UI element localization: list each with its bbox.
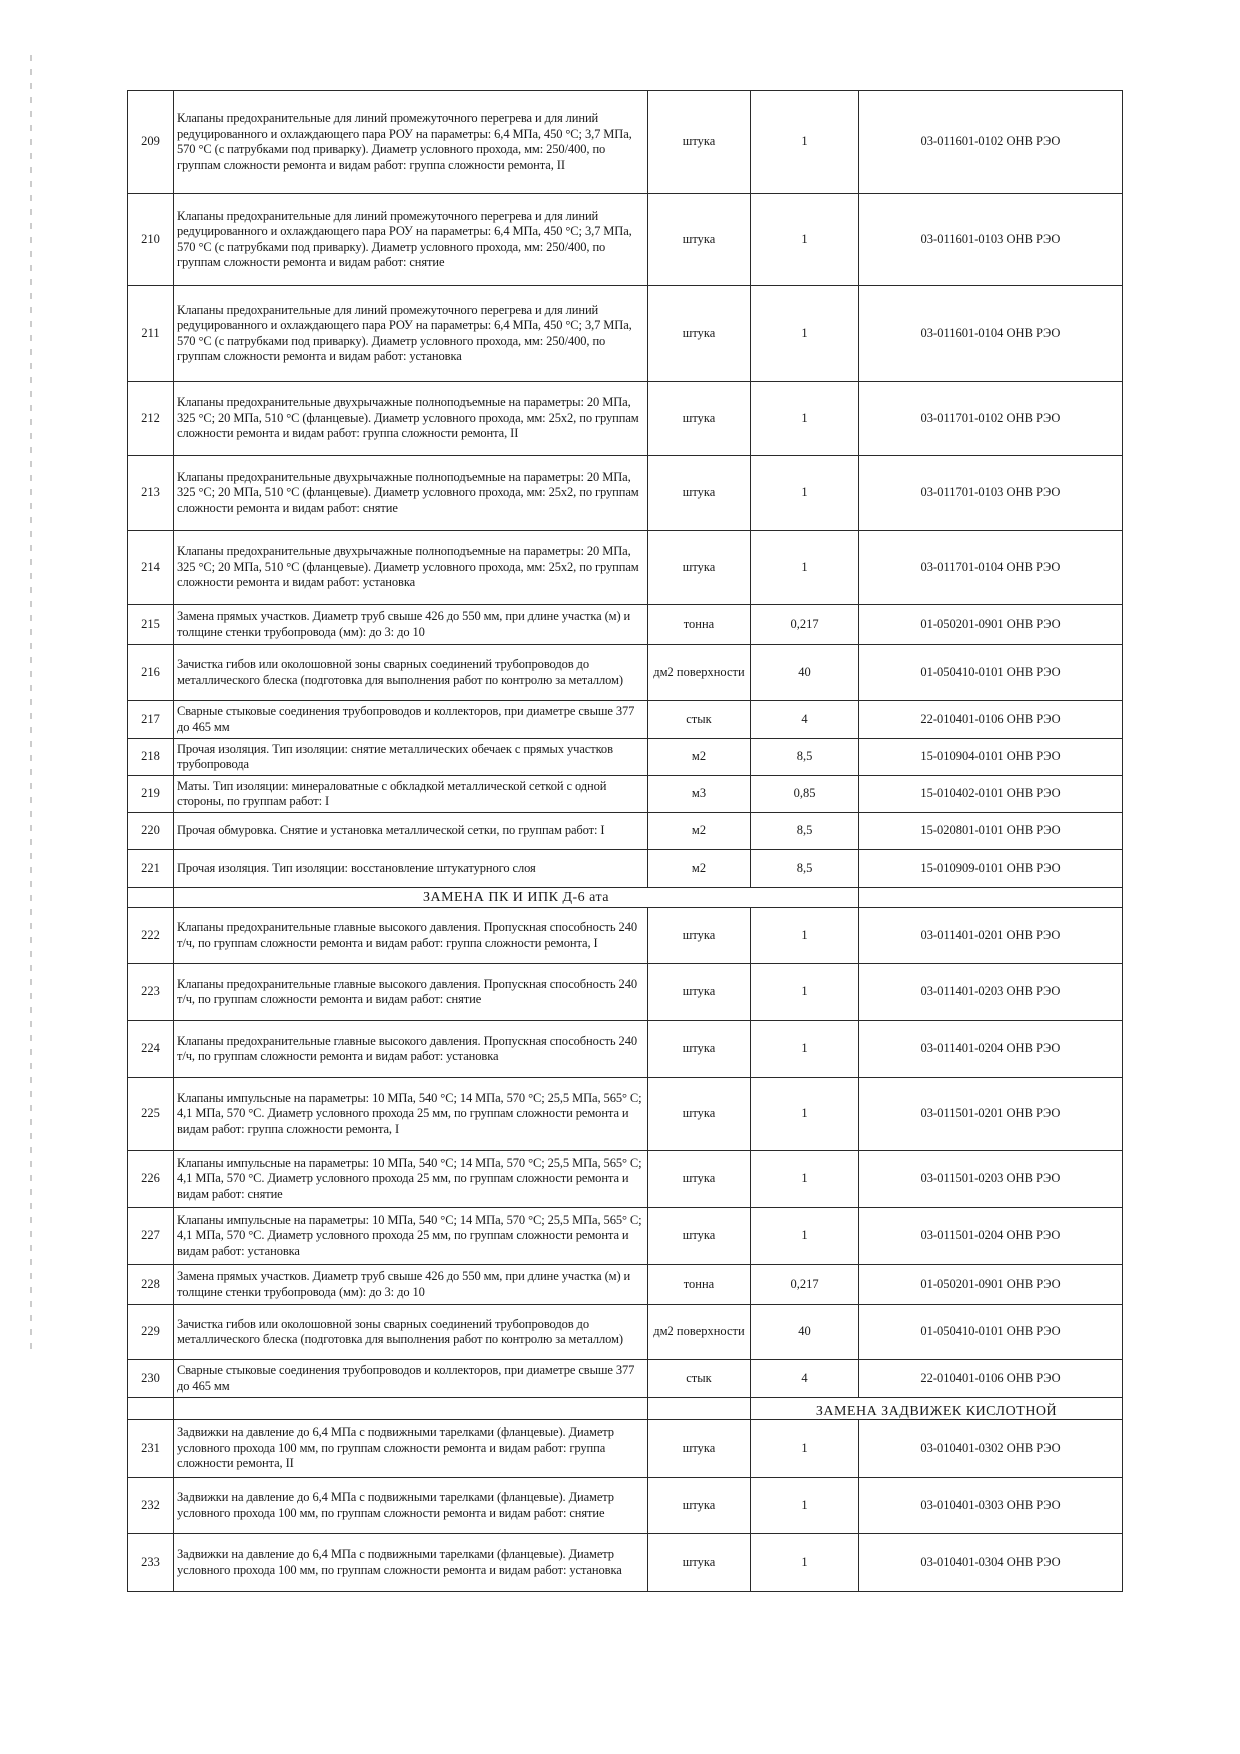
row-description: Зачистка гибов или околошовной зоны сварных соединений трубопроводов до металлического блеска (подготовка для выполнения работ по контролю за металлом): [174, 645, 648, 701]
row-code: 01-050410-0101 ОНВ РЭО: [859, 645, 1123, 701]
row-code: 15-010909-0101 ОНВ РЭО: [859, 850, 1123, 888]
table-row: [128, 1420, 1123, 1478]
row-number: 212: [128, 382, 174, 456]
table-row: [128, 964, 1123, 1021]
row-description: Задвижки на давление до 6,4 МПа с подвижными тарелками (фланцевые). Диаметр условного прохода 100 мм, по группам сложности ремонта и видам работ: снятие: [174, 1478, 648, 1534]
row-description: Прочая изоляция. Тип изоляции: снятие металлических обечаек с прямых участков трубопровода: [174, 739, 648, 776]
row-description: Зачистка гибов или околошовной зоны сварных соединений трубопроводов до металлического блеска (подготовка для выполнения работ по контролю за металлом): [174, 1305, 648, 1360]
row-number: 216: [128, 645, 174, 701]
row-unit: штука: [648, 1208, 751, 1265]
row-number: 226: [128, 1151, 174, 1208]
table-row: [128, 645, 1123, 701]
row-number: 228: [128, 1265, 174, 1305]
row-number: 229: [128, 1305, 174, 1360]
row-quantity: 0,217: [751, 605, 859, 645]
table-row: [128, 1478, 1123, 1534]
row-unit: стык: [648, 1360, 751, 1398]
row-quantity: 1: [751, 1208, 859, 1265]
section-spacer: [128, 1398, 174, 1420]
row-unit: м2: [648, 739, 751, 776]
row-unit: тонна: [648, 1265, 751, 1305]
row-unit: штука: [648, 1078, 751, 1151]
row-quantity: 1: [751, 91, 859, 194]
row-description: Клапаны предохранительные двухрычажные полноподъемные на параметры: 20 МПа, 325 °С; 20 МПа, 510 °С (фланцевые). Диаметр условного прохода, мм: 25х2, по группам сложности ремонта и видам работ: группа сложности ремонта, II: [174, 382, 648, 456]
row-number: 227: [128, 1208, 174, 1265]
row-code: 03-011701-0103 ОНВ РЭО: [859, 456, 1123, 531]
row-unit: м2: [648, 850, 751, 888]
row-unit: штука: [648, 194, 751, 286]
row-number: 219: [128, 776, 174, 813]
row-description: Сварные стыковые соединения трубопроводов и коллекторов, при диаметре свыше 377 до 465 мм: [174, 701, 648, 739]
table-row: [128, 776, 1123, 813]
section-spacer: [648, 1398, 751, 1420]
row-code: 03-011601-0104 ОНВ РЭО: [859, 286, 1123, 382]
row-quantity: 1: [751, 1534, 859, 1592]
row-quantity: 1: [751, 1021, 859, 1078]
table-row: [128, 286, 1123, 382]
row-quantity: 1: [751, 382, 859, 456]
row-unit: штука: [648, 1420, 751, 1478]
row-number: 225: [128, 1078, 174, 1151]
row-description: Клапаны импульсные на параметры: 10 МПа, 540 °С; 14 МПа, 570 °С; 25,5 МПа, 565° С; 4,1 МПа, 570 °С. Диаметр условного прохода 25 мм, по группам сложности ремонта и видам работ: группа сложности ремонта, I: [174, 1078, 648, 1151]
table-row: [128, 1021, 1123, 1078]
table-row: [128, 1208, 1123, 1265]
row-unit: штука: [648, 456, 751, 531]
table-row: [128, 739, 1123, 776]
row-unit: штука: [648, 91, 751, 194]
section-header: [128, 888, 1123, 908]
row-unit: м2: [648, 813, 751, 850]
table-row: [128, 1078, 1123, 1151]
row-description: Клапаны импульсные на параметры: 10 МПа, 540 °С; 14 МПа, 570 °С; 25,5 МПа, 565° С; 4,1 МПа, 570 °С. Диаметр условного прохода 25 мм, по группам сложности ремонта и видам работ: установка: [174, 1208, 648, 1265]
row-quantity: 1: [751, 1420, 859, 1478]
row-unit: тонна: [648, 605, 751, 645]
row-code: 01-050201-0901 ОНВ РЭО: [859, 605, 1123, 645]
row-unit: штука: [648, 1021, 751, 1078]
row-number: 211: [128, 286, 174, 382]
row-number: 221: [128, 850, 174, 888]
row-quantity: 40: [751, 645, 859, 701]
row-number: 215: [128, 605, 174, 645]
row-quantity: 0,85: [751, 776, 859, 813]
row-code: 03-011601-0102 ОНВ РЭО: [859, 91, 1123, 194]
row-number: 217: [128, 701, 174, 739]
row-unit: м3: [648, 776, 751, 813]
section-title: ЗАМЕНА ЗАДВИЖЕК КИСЛОТНОЙ: [751, 1398, 1123, 1420]
section-spacer: [128, 888, 174, 908]
section-spacer: [174, 1398, 648, 1420]
row-number: 220: [128, 813, 174, 850]
row-unit: штука: [648, 1478, 751, 1534]
section-header: [128, 1398, 1123, 1420]
table-row: [128, 605, 1123, 645]
row-unit: штука: [648, 286, 751, 382]
row-number: 213: [128, 456, 174, 531]
row-code: 03-010401-0304 ОНВ РЭО: [859, 1534, 1123, 1592]
row-unit: дм2 поверхности: [648, 1305, 751, 1360]
row-number: 209: [128, 91, 174, 194]
row-unit: штука: [648, 1534, 751, 1592]
row-quantity: 1: [751, 964, 859, 1021]
table-row: [128, 813, 1123, 850]
row-quantity: 8,5: [751, 739, 859, 776]
row-description: Клапаны предохранительные для линий промежуточного перегрева и для линий редуцированного и охлаждающего пара РОУ на параметры: 6,4 МПа, 450 °С; 3,7 МПа, 570 °С (с патрубками под приварку). Диаметр условного прохода, мм: 250/400, по группам сложности ремонта и видам работ: установка: [174, 286, 648, 382]
row-description: Задвижки на давление до 6,4 МПа с подвижными тарелками (фланцевые). Диаметр условного прохода 100 мм, по группам сложности ремонта и видам работ: группа сложности ремонта, II: [174, 1420, 648, 1478]
table-row: [128, 456, 1123, 531]
row-unit: штука: [648, 964, 751, 1021]
row-description: Маты. Тип изоляции: минераловатные с обкладкой металлической сеткой с одной стороны, по группам работ: I: [174, 776, 648, 813]
row-quantity: 4: [751, 701, 859, 739]
table-row: [128, 908, 1123, 964]
table-row: [128, 850, 1123, 888]
row-code: 03-011701-0102 ОНВ РЭО: [859, 382, 1123, 456]
row-code: 03-011601-0103 ОНВ РЭО: [859, 194, 1123, 286]
row-quantity: 40: [751, 1305, 859, 1360]
table-row: [128, 1265, 1123, 1305]
row-description: Клапаны предохранительные для линий промежуточного перегрева и для линий редуцированного и охлаждающего пара РОУ на параметры: 6,4 МПа, 450 °С; 3,7 МПа, 570 °С (с патрубками под приварку). Диаметр условного прохода, мм: 250/400, по группам сложности ремонта и видам работ: снятие: [174, 194, 648, 286]
table-row: [128, 1151, 1123, 1208]
row-description: Сварные стыковые соединения трубопроводов и коллекторов, при диаметре свыше 377 до 465 мм: [174, 1360, 648, 1398]
section-spacer: [859, 888, 1123, 908]
row-number: 224: [128, 1021, 174, 1078]
row-quantity: 1: [751, 456, 859, 531]
row-quantity: 1: [751, 531, 859, 605]
row-quantity: 4: [751, 1360, 859, 1398]
row-number: 233: [128, 1534, 174, 1592]
row-code: 03-011501-0203 ОНВ РЭО: [859, 1151, 1123, 1208]
scan-edge-mark: [30, 55, 32, 1355]
row-code: 15-020801-0101 ОНВ РЭО: [859, 813, 1123, 850]
row-code: 03-011401-0201 ОНВ РЭО: [859, 908, 1123, 964]
row-number: 214: [128, 531, 174, 605]
row-unit: штука: [648, 531, 751, 605]
row-number: 230: [128, 1360, 174, 1398]
row-quantity: 8,5: [751, 850, 859, 888]
row-description: Задвижки на давление до 6,4 МПа с подвижными тарелками (фланцевые). Диаметр условного прохода 100 мм, по группам сложности ремонта и видам работ: установка: [174, 1534, 648, 1592]
row-quantity: 1: [751, 908, 859, 964]
row-code: 03-010401-0303 ОНВ РЭО: [859, 1478, 1123, 1534]
row-code: 03-011701-0104 ОНВ РЭО: [859, 531, 1123, 605]
row-quantity: 1: [751, 194, 859, 286]
row-code: 03-011401-0203 ОНВ РЭО: [859, 964, 1123, 1021]
row-unit: штука: [648, 382, 751, 456]
row-unit: стык: [648, 701, 751, 739]
row-quantity: 1: [751, 1078, 859, 1151]
table-row: [128, 701, 1123, 739]
row-number: 232: [128, 1478, 174, 1534]
row-unit: штука: [648, 908, 751, 964]
table-row: [128, 1305, 1123, 1360]
row-code: 15-010402-0101 ОНВ РЭО: [859, 776, 1123, 813]
row-quantity: 1: [751, 1151, 859, 1208]
row-number: 210: [128, 194, 174, 286]
row-quantity: 0,217: [751, 1265, 859, 1305]
row-code: 03-011501-0204 ОНВ РЭО: [859, 1208, 1123, 1265]
row-description: Клапаны импульсные на параметры: 10 МПа, 540 °С; 14 МПа, 570 °С; 25,5 МПа, 565° С; 4,1 МПа, 570 °С. Диаметр условного прохода 25 мм, по группам сложности ремонта и видам работ: снятие: [174, 1151, 648, 1208]
row-unit: дм2 поверхности: [648, 645, 751, 701]
row-description: Прочая обмуровка. Снятие и установка металлической сетки, по группам работ: I: [174, 813, 648, 850]
row-code: 01-050410-0101 ОНВ РЭО: [859, 1305, 1123, 1360]
row-description: Клапаны предохранительные главные высокого давления. Пропускная способность 240 т/ч, по группам сложности ремонта и видам работ: группа сложности ремонта, I: [174, 908, 648, 964]
row-number: 231: [128, 1420, 174, 1478]
row-description: Замена прямых участков. Диаметр труб свыше 426 до 550 мм, при длине участка (м) и толщине стенки трубопровода (мм): до 3: до 10: [174, 1265, 648, 1305]
row-code: 15-010904-0101 ОНВ РЭО: [859, 739, 1123, 776]
row-unit: штука: [648, 1151, 751, 1208]
row-number: 222: [128, 908, 174, 964]
table-row: [128, 91, 1123, 194]
row-description: Клапаны предохранительные двухрычажные полноподъемные на параметры: 20 МПа, 325 °С; 20 МПа, 510 °С (фланцевые). Диаметр условного прохода, мм: 25х2, по группам сложности ремонта и видам работ: установка: [174, 531, 648, 605]
section-title: ЗАМЕНА ПК И ИПК Д-6 ата: [174, 888, 859, 908]
row-quantity: 1: [751, 286, 859, 382]
table-row: [128, 382, 1123, 456]
row-code: 01-050201-0901 ОНВ РЭО: [859, 1265, 1123, 1305]
estimate-table: [127, 90, 1123, 1592]
row-code: 22-010401-0106 ОНВ РЭО: [859, 1360, 1123, 1398]
table-row: [128, 1534, 1123, 1592]
table-row: [128, 194, 1123, 286]
row-description: Прочая изоляция. Тип изоляции: восстановление штукатурного слоя: [174, 850, 648, 888]
row-quantity: 1: [751, 1478, 859, 1534]
row-description: Клапаны предохранительные главные высокого давления. Пропускная способность 240 т/ч, по группам сложности ремонта и видам работ: установка: [174, 1021, 648, 1078]
row-code: 22-010401-0106 ОНВ РЭО: [859, 701, 1123, 739]
table-row: [128, 1360, 1123, 1398]
row-number: 223: [128, 964, 174, 1021]
table-row: [128, 531, 1123, 605]
row-code: 03-011401-0204 ОНВ РЭО: [859, 1021, 1123, 1078]
row-number: 218: [128, 739, 174, 776]
row-description: Клапаны предохранительные двухрычажные полноподъемные на параметры: 20 МПа, 325 °С; 20 МПа, 510 °С (фланцевые). Диаметр условного прохода, мм: 25х2, по группам сложности ремонта и видам работ: снятие: [174, 456, 648, 531]
row-code: 03-011501-0201 ОНВ РЭО: [859, 1078, 1123, 1151]
row-quantity: 8,5: [751, 813, 859, 850]
row-code: 03-010401-0302 ОНВ РЭО: [859, 1420, 1123, 1478]
row-description: Клапаны предохранительные главные высокого давления. Пропускная способность 240 т/ч, по группам сложности ремонта и видам работ: снятие: [174, 964, 648, 1021]
row-description: Замена прямых участков. Диаметр труб свыше 426 до 550 мм, при длине участка (м) и толщине стенки трубопровода (мм): до 3: до 10: [174, 605, 648, 645]
row-description: Клапаны предохранительные для линий промежуточного перегрева и для линий редуцированного и охлаждающего пара РОУ на параметры: 6,4 МПа, 450 °С; 3,7 МПа, 570 °С (с патрубками под приварку). Диаметр условного прохода, мм: 250/400, по группам сложности ремонта и видам работ: группа сложности ремонта, II: [174, 91, 648, 194]
